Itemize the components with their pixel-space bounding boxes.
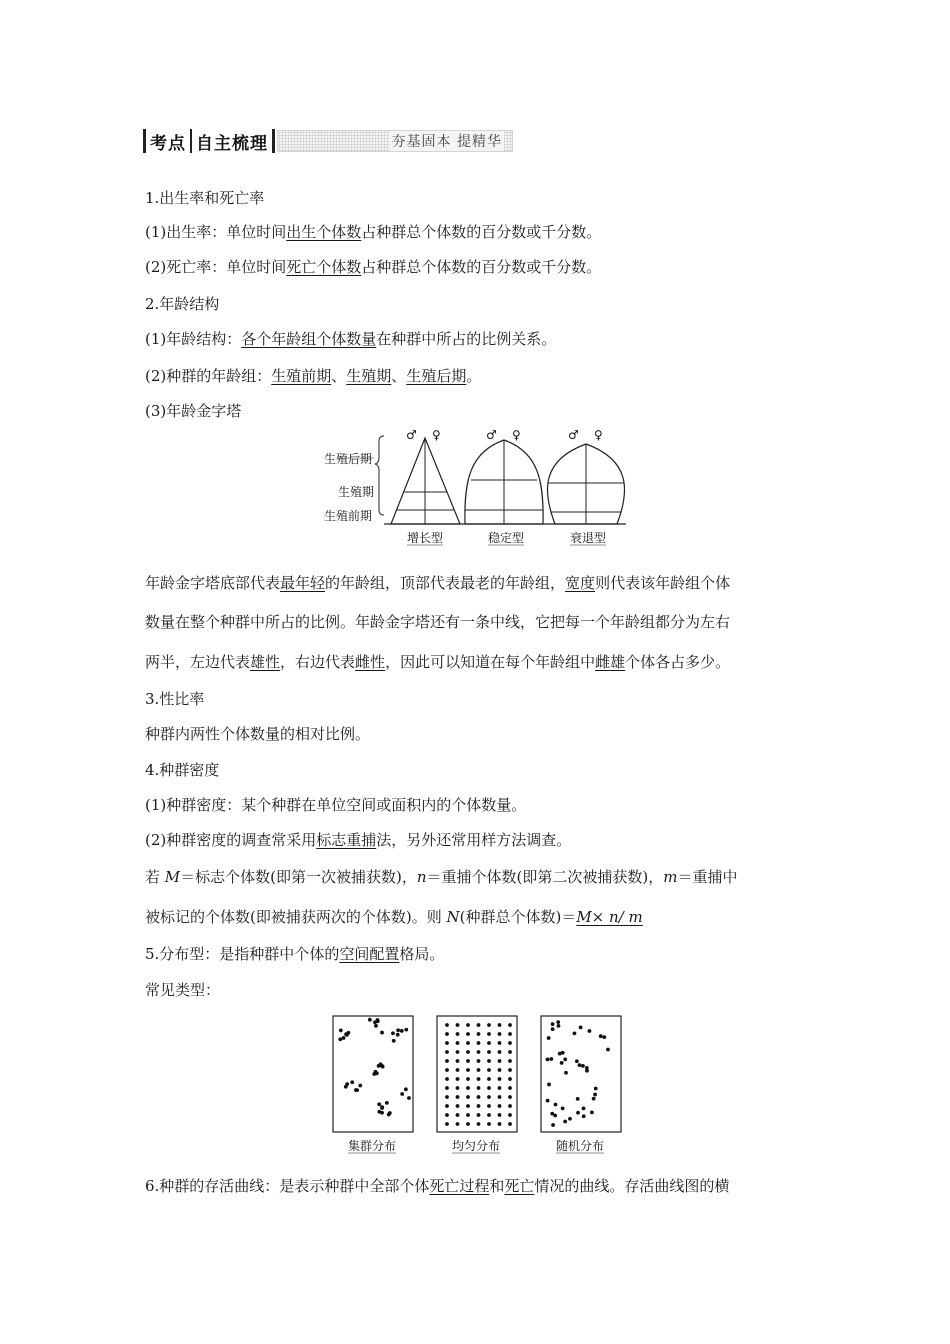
key-term: 生殖前期 (271, 367, 332, 385)
variable: m (663, 868, 678, 886)
key-term: 宽度 (565, 574, 596, 592)
individual-dot (466, 1077, 470, 1081)
text: 在种群中所占的比例关系。 (376, 330, 557, 348)
text: ，因此可以知道在每个年龄组中 (385, 653, 596, 671)
text: 格局。 (399, 945, 445, 963)
text: 法，另外还常用样方法调查。 (376, 831, 572, 849)
pyramid-growth (391, 438, 460, 524)
individual-dot (445, 1032, 449, 1036)
individual-dot (560, 1061, 564, 1065)
individual-dot (396, 1028, 400, 1032)
paragraph (145, 366, 481, 386)
individual-dot (456, 1068, 460, 1072)
individual-dot (381, 1065, 385, 1069)
text: 和 (489, 1177, 505, 1195)
individual-dot (590, 1111, 594, 1115)
text: 占种群总个体数的百分数或千分数。 (361, 258, 602, 276)
individual-dot (557, 1024, 561, 1028)
key-term: 生殖期 (346, 367, 392, 385)
individual-dot (350, 1080, 354, 1084)
banner-slogan-strip (277, 130, 513, 152)
banner-divider (272, 129, 275, 153)
individual-dot (388, 1111, 392, 1115)
paragraph (145, 573, 730, 593)
text: 、 (331, 367, 347, 385)
individual-dot (487, 1032, 491, 1036)
caption-clumped: 集群分布 (348, 1139, 397, 1153)
individual-dot (551, 1027, 555, 1031)
male-symbol: ♂ (406, 430, 417, 442)
text: (1)年龄结构： (145, 330, 242, 348)
banner-title-a: 考点 (150, 133, 186, 154)
banner-slogan: 夯基固本 提精华 (390, 131, 504, 151)
individual-dot (498, 1095, 502, 1099)
individual-dot (563, 1120, 567, 1124)
individual-dot (487, 1122, 491, 1126)
key-term: 死亡 (504, 1177, 535, 1195)
individual-dot (592, 1097, 596, 1101)
female-symbol: ♀ (432, 430, 441, 442)
caption-declining: 衰退型 (570, 531, 607, 545)
individual-dot (576, 1097, 580, 1101)
individual-dot (508, 1059, 512, 1063)
individual-dot (487, 1050, 491, 1054)
individual-dot (593, 1093, 597, 1097)
distribution-figure (330, 1013, 626, 1155)
text: (2)种群的年龄组： (145, 367, 272, 385)
formula: M× n/ m (576, 908, 643, 926)
individual-dot (338, 1037, 342, 1041)
random-dots (546, 1020, 610, 1127)
female-symbol: ♀ (594, 430, 603, 442)
individual-dot (477, 1104, 481, 1108)
individual-dot (606, 1048, 610, 1052)
individual-dot (498, 1086, 502, 1090)
pyramid-declining (547, 444, 624, 524)
key-term: 死亡个体数 (286, 258, 362, 276)
individual-dot (400, 1029, 404, 1033)
individual-dot (456, 1059, 460, 1063)
individual-dot (564, 1071, 568, 1075)
individual-dot (466, 1095, 470, 1099)
individual-dot (588, 1029, 592, 1033)
individual-dot (456, 1041, 460, 1045)
key-term: 雄性 (250, 653, 281, 671)
individual-dot (445, 1113, 449, 1117)
section-heading: 2.年龄结构 (145, 295, 220, 313)
key-term: 死亡过程 (429, 1177, 490, 1195)
individual-dot (575, 1059, 579, 1063)
individual-dot (456, 1122, 460, 1126)
individual-dot (456, 1050, 460, 1054)
text: 。 (466, 367, 482, 385)
individual-dot (508, 1041, 512, 1045)
paragraph (145, 329, 556, 349)
individual-dot (477, 1077, 481, 1081)
text: 的年龄组，顶部代表最老的年龄组， (325, 574, 566, 592)
individual-dot (376, 1019, 380, 1023)
individual-dot (498, 1113, 502, 1117)
individual-dot (407, 1096, 411, 1100)
individual-dot (466, 1086, 470, 1090)
section-heading (145, 944, 444, 964)
text: (2)种群密度的调查常采用 (145, 831, 317, 849)
key-term: 最年轻 (280, 574, 326, 592)
individual-dot (466, 1032, 470, 1036)
individual-dot (477, 1095, 481, 1099)
text: 、 (391, 367, 407, 385)
text: 年龄金字塔底部代表 (145, 574, 281, 592)
key-term: 空间配置 (339, 945, 400, 963)
text: 情况的曲线。存活曲线图的横 (534, 1177, 730, 1195)
individual-dot (498, 1059, 502, 1063)
text: (种群总个体数)＝ (459, 908, 577, 926)
individual-dot (487, 1059, 491, 1063)
individual-dot (487, 1095, 491, 1099)
individual-dot (477, 1059, 481, 1063)
individual-dot (508, 1077, 512, 1081)
individual-dot (508, 1104, 512, 1108)
individual-dot (396, 1033, 400, 1037)
caption-random: 随机分布 (556, 1139, 605, 1153)
paragraph: (3)年龄金字塔 (145, 402, 242, 420)
individual-dot (487, 1068, 491, 1072)
paragraph (145, 867, 738, 887)
individual-dot (477, 1122, 481, 1126)
text: 6.种群的存活曲线：是表示种群中全部个体 (145, 1177, 430, 1195)
individual-dot (466, 1104, 470, 1108)
individual-dot (456, 1032, 460, 1036)
individual-dot (487, 1113, 491, 1117)
individual-dot (445, 1095, 449, 1099)
individual-dot (380, 1031, 384, 1035)
individual-dot (594, 1087, 598, 1091)
individual-dot (551, 1022, 555, 1026)
banner-title-b: 自主梳理 (196, 133, 268, 154)
individual-dot (602, 1035, 606, 1039)
text: 被标记的个体数(即被捕获两次的个体数)。则 (145, 908, 447, 926)
individual-dot (456, 1086, 460, 1090)
uniform-dots (445, 1023, 512, 1126)
individual-dot (477, 1113, 481, 1117)
individual-dot (374, 1024, 378, 1028)
section-banner (143, 128, 513, 154)
section-heading: 4.种群密度 (145, 761, 220, 779)
individual-dot (508, 1050, 512, 1054)
individual-dot (498, 1068, 502, 1072)
individual-dot (508, 1032, 512, 1036)
variable: N (446, 908, 460, 926)
individual-dot (477, 1023, 481, 1027)
individual-dot (487, 1086, 491, 1090)
paragraph (145, 907, 643, 927)
individual-dot (498, 1077, 502, 1081)
variable: M (164, 868, 181, 886)
individual-dot (554, 1103, 558, 1107)
male-symbol: ♂ (486, 430, 497, 442)
paragraph (145, 222, 601, 242)
individual-dot (342, 1036, 346, 1040)
text: 则代表该年龄组个体 (595, 574, 731, 592)
label-pre-reproductive: 生殖前期 (324, 509, 373, 523)
individual-dot (385, 1101, 389, 1105)
individual-dot (508, 1095, 512, 1099)
label-reproductive: 生殖期 (338, 485, 375, 499)
individual-dot (563, 1057, 567, 1061)
individual-dot (456, 1077, 460, 1081)
variable: n (416, 868, 427, 886)
individual-dot (549, 1057, 553, 1061)
individual-dot (404, 1087, 408, 1091)
individual-dot (546, 1099, 550, 1103)
individual-dot (344, 1085, 348, 1089)
individual-dot (553, 1114, 557, 1118)
individual-dot (392, 1039, 396, 1043)
text: ＝标志个体数(即第一次被捕获数)， (180, 868, 417, 886)
section-heading (145, 1176, 729, 1196)
individual-dot (477, 1050, 481, 1054)
individual-dot (508, 1122, 512, 1126)
clumped-dots (338, 1018, 411, 1117)
individual-dot (487, 1041, 491, 1045)
pyramid-stable (465, 440, 543, 524)
individual-dot (582, 1114, 586, 1118)
individual-dot (487, 1023, 491, 1027)
individual-dot (466, 1041, 470, 1045)
individual-dot (445, 1122, 449, 1126)
individual-dot (558, 1052, 562, 1056)
individual-dot (354, 1088, 358, 1092)
individual-dot (375, 1071, 379, 1075)
individual-dot (508, 1113, 512, 1117)
individual-dot (466, 1068, 470, 1072)
key-term: 雌性 (355, 653, 386, 671)
text: ，右边代表 (280, 653, 356, 671)
text: ＝重捕中 (677, 868, 738, 886)
individual-dot (445, 1041, 449, 1045)
section-heading: 3.性比率 (145, 690, 205, 708)
individual-dot (573, 1031, 577, 1035)
key-term: 出生个体数 (286, 223, 362, 241)
individual-dot (400, 1092, 404, 1096)
individual-dot (445, 1059, 449, 1063)
female-symbol: ♀ (512, 430, 521, 442)
individual-dot (466, 1113, 470, 1117)
individual-dot (445, 1104, 449, 1108)
paragraph: (1)种群密度：某个种群在单位空间或面积内的个体数量。 (145, 796, 527, 814)
individual-dot (391, 1031, 395, 1035)
individual-dot (585, 1069, 589, 1073)
individual-dot (581, 1064, 585, 1068)
paragraph: 种群内两性个体数量的相对比例。 (145, 725, 371, 743)
paragraph (145, 257, 601, 277)
individual-dot (556, 1020, 560, 1024)
paragraph: 数量在整个种群中所占的比例。年龄金字塔还有一条中线，它把每一个年龄组都分为左右 (145, 613, 731, 631)
individual-dot (339, 1029, 343, 1033)
individual-dot (456, 1104, 460, 1108)
individual-dot (508, 1068, 512, 1072)
key-term: 雌雄 (595, 653, 626, 671)
individual-dot (568, 1117, 572, 1121)
individual-dot (498, 1041, 502, 1045)
individual-dot (377, 1102, 381, 1106)
individual-dot (477, 1068, 481, 1072)
caption-uniform: 均匀分布 (452, 1139, 501, 1153)
individual-dot (546, 1058, 550, 1062)
individual-dot (377, 1110, 381, 1114)
individual-dot (358, 1084, 362, 1088)
individual-dot (466, 1023, 470, 1027)
individual-dot (466, 1059, 470, 1063)
caption-growth: 增长型 (407, 531, 444, 545)
paragraph (145, 652, 730, 672)
paragraph: 常见类型： (145, 981, 221, 999)
individual-dot (547, 1036, 551, 1040)
individual-dot (456, 1023, 460, 1027)
paragraph (145, 830, 571, 850)
individual-dot (508, 1023, 512, 1027)
individual-dot (498, 1122, 502, 1126)
text: 占种群总个体数的百分数或千分数。 (361, 223, 602, 241)
text: (2)死亡率：单位时间 (145, 258, 287, 276)
text: 5.分布型：是指种群中个体的 (145, 945, 340, 963)
individual-dot (380, 1105, 384, 1109)
individual-dot (466, 1122, 470, 1126)
individual-dot (477, 1032, 481, 1036)
individual-dot (498, 1023, 502, 1027)
label-post-reproductive: 生殖后期 (324, 452, 373, 466)
individual-dot (368, 1018, 372, 1022)
individual-dot (487, 1077, 491, 1081)
text: 若 (145, 868, 165, 886)
individual-dot (445, 1050, 449, 1054)
individual-dot (445, 1077, 449, 1081)
individual-dot (456, 1095, 460, 1099)
individual-dot (445, 1086, 449, 1090)
key-term: 各个年龄组个体数量 (241, 330, 377, 348)
individual-dot (508, 1086, 512, 1090)
individual-dot (445, 1068, 449, 1072)
male-symbol: ♂ (568, 430, 579, 442)
individual-dot (498, 1050, 502, 1054)
text: ＝重捕个体数(即第二次被捕获数)， (426, 868, 664, 886)
individual-dot (582, 1106, 586, 1110)
individual-dot (599, 1034, 603, 1038)
text: (1)出生率：单位时间 (145, 223, 287, 241)
individual-dot (477, 1086, 481, 1090)
individual-dot (547, 1083, 551, 1087)
individual-dot (466, 1050, 470, 1054)
section-heading: 1.出生率和死亡率 (145, 189, 265, 207)
individual-dot (456, 1113, 460, 1117)
text: 个体各占多少。 (625, 653, 731, 671)
individual-dot (487, 1104, 491, 1108)
individual-dot (551, 1123, 555, 1127)
individual-dot (347, 1031, 351, 1035)
individual-dot (578, 1063, 582, 1067)
individual-dot (561, 1106, 565, 1110)
caption-stable: 稳定型 (488, 531, 525, 545)
individual-dot (498, 1104, 502, 1108)
individual-dot (404, 1028, 408, 1032)
key-term: 标志重捕 (316, 831, 377, 849)
key-term: 生殖后期 (406, 367, 467, 385)
age-bracket (375, 436, 384, 515)
text: 两半，左边代表 (145, 653, 251, 671)
individual-dot (498, 1032, 502, 1036)
individual-dot (576, 1111, 580, 1115)
age-pyramid-figure (318, 430, 630, 550)
individual-dot (445, 1023, 449, 1027)
individual-dot (477, 1041, 481, 1045)
individual-dot (579, 1026, 583, 1030)
